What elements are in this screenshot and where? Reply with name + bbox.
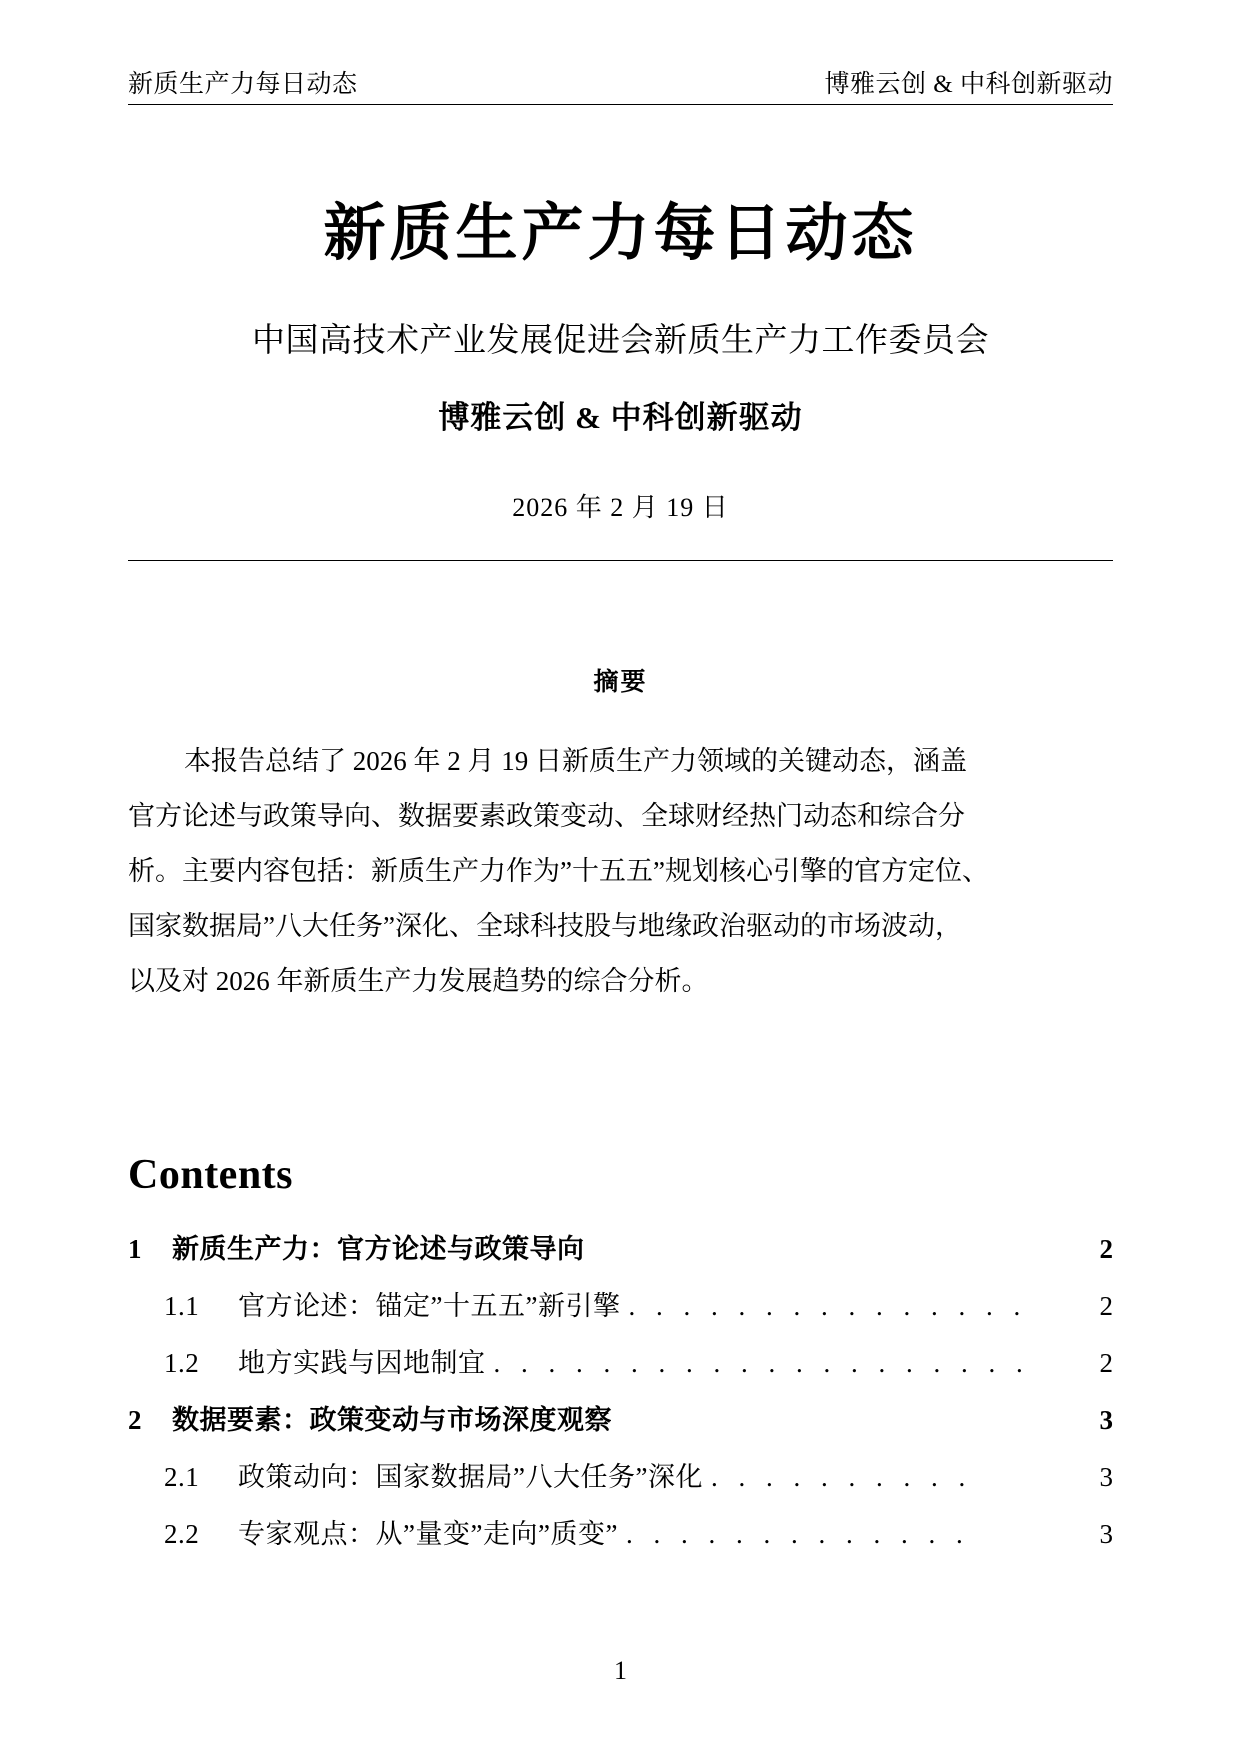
abstract-line: 析。主要内容包括：新质生产力作为”十五五”规划核心引擎的官方定位、	[128, 856, 989, 886]
abstract-line: 以及对 2026 年新质生产力发展趋势的综合分析。	[128, 966, 709, 996]
running-header-right: 博雅云创 & 中科创新驱动	[824, 70, 1113, 98]
contents-heading: Contents	[128, 1152, 294, 1198]
abstract-heading: 摘要	[593, 669, 648, 696]
toc-page-number: 2	[1099, 1234, 1113, 1265]
toc-entry[interactable]	[128, 1462, 1113, 1493]
page-title: 新质生产力每日动态	[323, 200, 918, 268]
document-subtitle: 中国高技术产业发展促进会新质生产力工作委员会	[252, 322, 989, 359]
toc-number: 2.1	[164, 1462, 200, 1493]
toc-page-number: 2	[1099, 1348, 1113, 1379]
abstract-line: 官方论述与政策导向、数据要素政策变动、全球财经热门动态和综合分	[128, 801, 965, 831]
title-divider	[128, 560, 1113, 561]
toc-label: 政策动向：国家数据局”八大任务”深化	[238, 1462, 703, 1493]
toc-page-number: 3	[1099, 1519, 1113, 1550]
running-header-left: 新质生产力每日动态	[128, 70, 358, 98]
abstract-body	[128, 734, 1113, 1009]
toc-number: 2	[128, 1405, 142, 1436]
running-header	[128, 52, 1113, 105]
abstract-section	[128, 662, 1113, 1009]
toc-leader-dots: . . . . . . . . . .	[710, 1462, 973, 1493]
toc-entry[interactable]	[128, 1291, 1113, 1322]
toc-number: 1.2	[164, 1348, 200, 1379]
abstract-line: 国家数据局”八大任务”深化、全球科技股与地缘政治驱动的市场波动，	[128, 911, 962, 941]
toc-label: 新质生产力：官方论述与政策导向	[172, 1234, 585, 1265]
toc-number: 1.1	[164, 1291, 200, 1322]
toc-page-number: 2	[1099, 1291, 1113, 1322]
toc-label: 专家观点：从”量变”走向”质变”	[238, 1519, 618, 1550]
toc-number: 2.2	[164, 1519, 200, 1550]
toc-page-number: 3	[1099, 1462, 1113, 1493]
toc-entry[interactable]	[128, 1405, 1113, 1436]
toc-entry[interactable]	[128, 1234, 1113, 1265]
title-block	[128, 196, 1113, 524]
abstract-line: 本报告总结了 2026 年 2 月 19 日新质生产力领域的关键动态，涵盖	[184, 746, 967, 776]
toc-number: 1	[128, 1234, 142, 1265]
toc-label: 数据要素：政策变动与市场深度观察	[172, 1405, 612, 1436]
toc-entry[interactable]	[128, 1348, 1113, 1379]
toc-entry[interactable]	[128, 1519, 1113, 1550]
page-folio: 1	[614, 1656, 627, 1685]
table-of-contents	[128, 1152, 1113, 1576]
toc-label: 地方实践与因地制宜	[238, 1348, 486, 1379]
toc-leader-dots: . . . . . . . . . . . . .	[625, 1519, 970, 1550]
document-organization: 博雅云创 & 中科创新驱动	[438, 400, 803, 436]
document-date: 2026 年 2 月 19 日	[512, 492, 729, 522]
toc-page-number: 3	[1099, 1405, 1113, 1436]
toc-label: 官方论述：锚定”十五五”新引擎	[238, 1291, 621, 1322]
toc-leader-dots: . . . . . . . . . . . . . . . . . . . .	[493, 1348, 1030, 1379]
toc-leader-dots: . . . . . . . . . . . . . . .	[628, 1291, 1028, 1322]
